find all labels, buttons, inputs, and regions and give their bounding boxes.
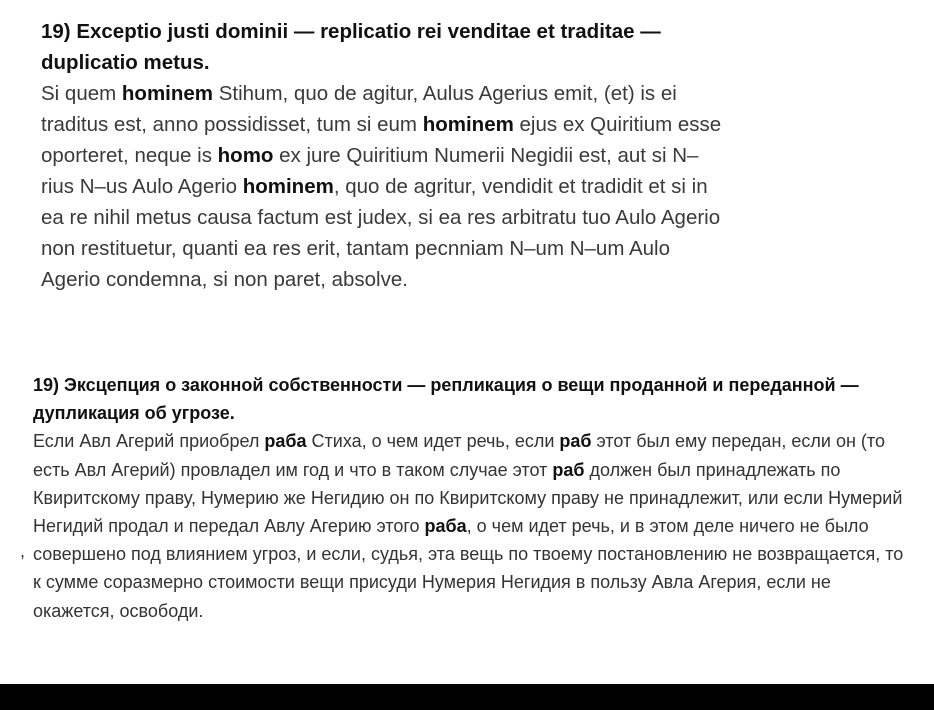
text-segment: Если Авл Агерий приобрел xyxy=(33,431,265,452)
bold-term: hominem xyxy=(422,113,514,136)
text-segment: ejus ex Quiritium esse oporteret, neque is xyxy=(41,113,722,167)
text-segment: должен был принадлежать по Квиритскому праву, Нумерию же Негидию он по Квиритскому праву не принадлежит, или если Нумерий Негидий продал и передал Авлу Агерию этого xyxy=(33,459,903,537)
bold-term: раб xyxy=(552,459,585,480)
stray-comma-mark: , xyxy=(20,541,26,561)
text-segment: этот был ему передан, если он (то есть Авл Агерий) провладел им год и что в таком случае этот xyxy=(33,431,885,480)
text-segment: , quo de agritur, vendidit et tradidit et si in ea re nihil metus causa factum est judex, si ea res arbitratu tuo Aulo Agerio non restituetur, quanti ea res erit, tantam pecnniam N–um N–um Aulo Agerio condemna, si non paret, absolve. xyxy=(41,175,721,291)
bold-term: раб xyxy=(559,431,592,452)
text-segment: Si quem xyxy=(41,82,122,105)
bottom-black-bar xyxy=(0,684,934,710)
russian-body xyxy=(33,427,913,624)
bold-term: homo xyxy=(217,144,274,167)
text-segment: , о чем идет речь, и в этом деле ничего не было совершено под влиянием угроз, и если, судья, эта вещь по твоему постановлению не возвращается, то к сумме соразмерно стоимости вещи присуди Нумерия Негидия в пользу Авла Агерия, если не окажется, освободи. xyxy=(33,516,904,621)
latin-section xyxy=(41,16,731,295)
text-segment: Стиха, о чем идет речь, если xyxy=(306,431,560,452)
text-segment: ex jure Quiritium Numerii Negidii est, aut si N–rius N–us Aulo Agerio xyxy=(41,144,699,198)
bold-term: раба xyxy=(264,431,307,452)
bold-term: hominem xyxy=(121,82,214,105)
russian-section xyxy=(33,371,913,625)
latin-heading: 19) Exceptio justi dominii — replicatio rei venditae et traditae — duplicatio metus. xyxy=(41,20,661,74)
text-segment: Stihum, quo de agitur, Aulus Agerius emit, (et) is ei traditus est, anno possidisset, tum si eum xyxy=(41,82,677,136)
bold-term: hominem xyxy=(242,175,334,198)
latin-body xyxy=(41,78,731,295)
bold-term: раба xyxy=(424,516,467,537)
russian-heading: 19) Эксцепция о законной собственности — репликация о вещи проданной и переданной — дупликация об угрозе. xyxy=(33,375,859,424)
